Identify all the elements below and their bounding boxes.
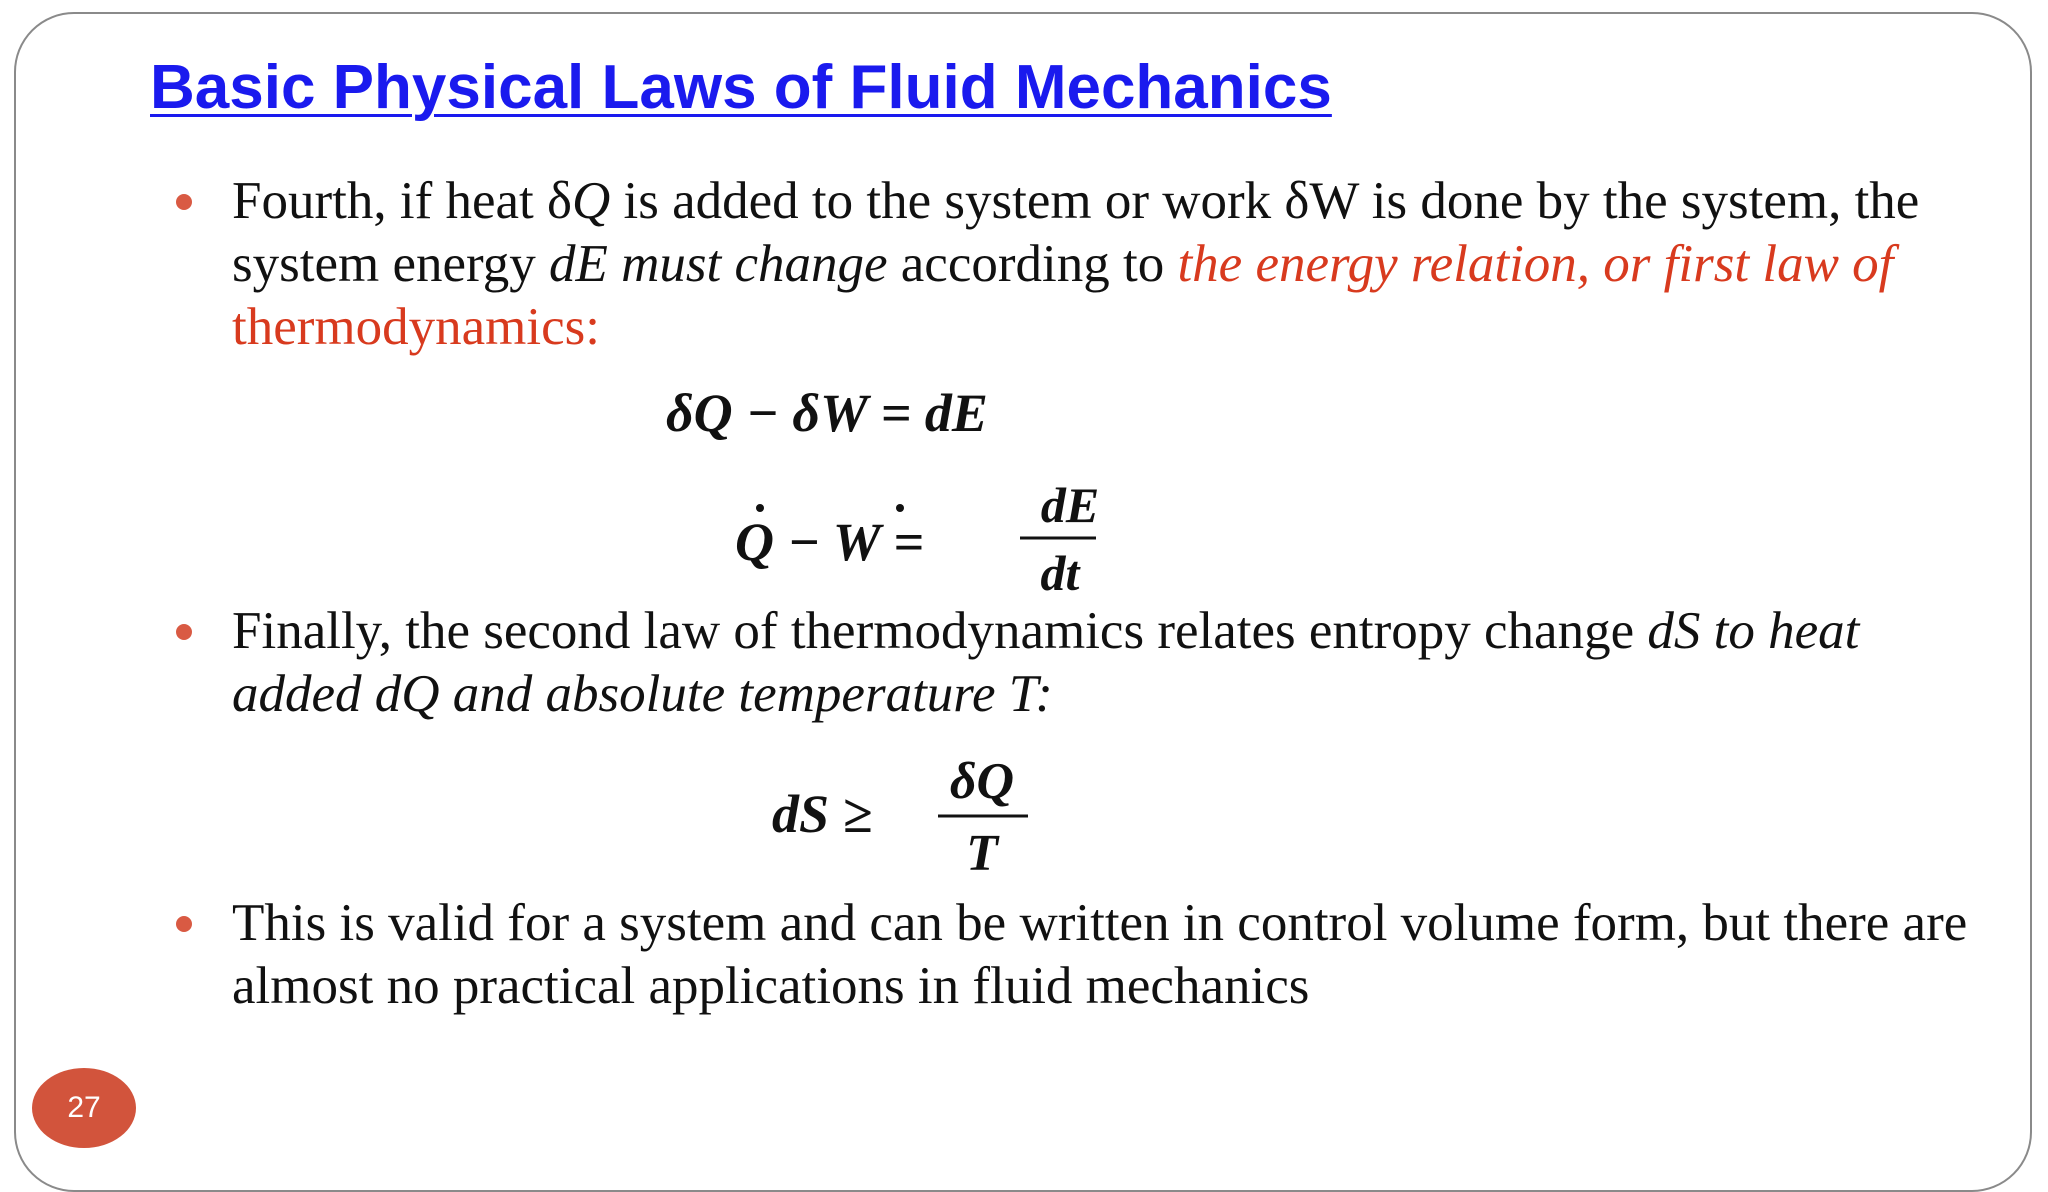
fraction-denominator: T (966, 825, 998, 878)
bullet-text: is added to the system or work δW is done by the system, the system energy (232, 172, 1920, 293)
bullet-text-italic: dS to heat added dQ and absolute temperature T: (232, 602, 1860, 723)
bullet-dot (176, 624, 192, 640)
bullet-second-law (232, 600, 1972, 726)
page-number-badge: 27 (32, 1068, 136, 1148)
equation-first-law (666, 382, 988, 444)
dot-accent-w (896, 504, 904, 512)
equation-rate-svg (730, 472, 1110, 602)
bullet-text: Fourth, if heat δ (232, 172, 572, 230)
fraction-denominator: dt (1040, 545, 1080, 601)
fraction-numerator: δQ (949, 753, 1015, 810)
bullet-dot (176, 194, 192, 210)
dot-accent-q (756, 504, 764, 512)
bullet-text: Finally, the second law of thermodynamics relates entropy change (232, 602, 1648, 660)
slide-title: Basic Physical Laws of Fluid Mechanics (150, 53, 1332, 122)
bullet-text: This is valid for a system and can be written in control volume form, but there are almost no practical applications in fluid mechanics (232, 894, 1968, 1015)
bullet-first-law (232, 170, 1972, 359)
bullet-text-emphasis: the energy relation, or first law of (1177, 235, 1894, 293)
equation-lhs: dS ≥ (772, 784, 873, 844)
bullet-dot (176, 916, 192, 932)
equation-rate-form (730, 472, 1110, 602)
bullet-text-italic: Q (571, 172, 611, 230)
equation-entropy (770, 748, 1050, 878)
fraction-numerator: dE (1040, 477, 1100, 533)
bullet-text: according to (887, 235, 1178, 293)
equation-lhs: Q − W = (735, 512, 925, 572)
equation-entropy-svg (770, 748, 1050, 878)
bullet-validity (232, 892, 1972, 1018)
bullet-text-emphasis: thermodynamics: (232, 298, 600, 356)
bullet-text-italic: dE must change (548, 235, 888, 293)
equation-text: δQ − δW = dE (666, 383, 988, 443)
